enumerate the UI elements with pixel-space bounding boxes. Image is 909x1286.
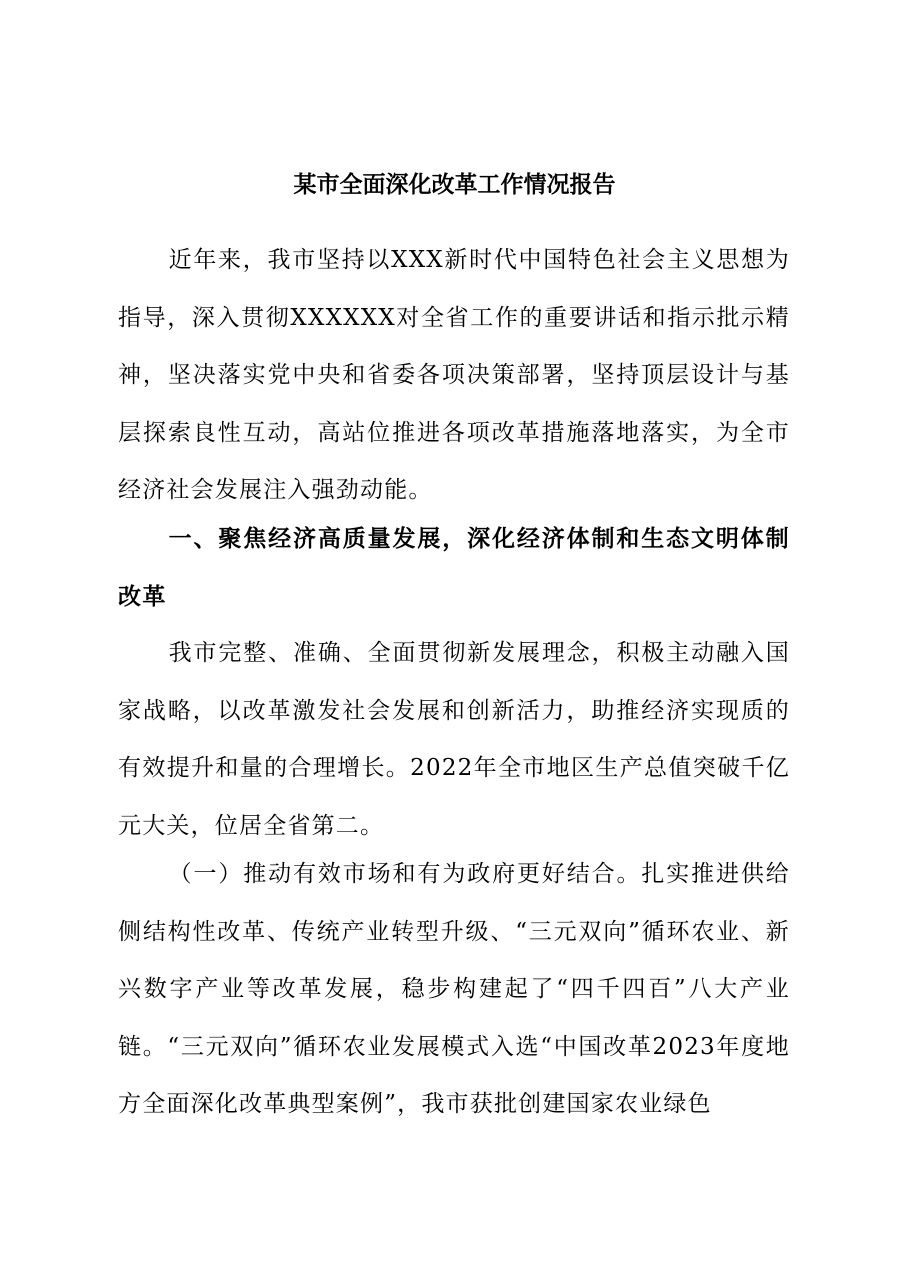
- section-1-paragraph: 我市完整、准确、全面贯彻新发展理念，积极主动融入国家战略，以改革激发社会发展和创新活力，助推经济实现质的有效提升和量的合理增长。2022年全市地区生产总值突破千亿元大关，位居全省第二。: [118, 640, 790, 839]
- subsection-1-paragraph: （一）推动有效市场和有为政府更好结合。扎实推进供给侧结构性改革、传统产业转型升级、“三元双向”循环农业、新兴数字产业等改革发展，稳步构建起了“四千四百”八大产业链。“三元双向”循环农业发展模式入选“中国改革2023年度地方全面深化改革典型案例”，我市获批创建国家农业绿色: [118, 861, 790, 1117]
- section-heading-1: 一、聚焦经济高质量发展，深化经济体制和生态文明体制改革: [118, 526, 790, 610]
- intro-paragraph: 近年来，我市坚持以XXX新时代中国特色社会主义思想为指导，深入贯彻XXXXXX对全省工作的重要讲话和指示批示精神，坚决落实党中央和省委各项决策部署，坚持顶层设计与基层探索良性互动，高站位推进各项改革措施落地落实，为全市经济社会发展注入强劲动能。: [118, 247, 790, 503]
- document-title: 某市全面深化改革工作情况报告: [293, 171, 616, 198]
